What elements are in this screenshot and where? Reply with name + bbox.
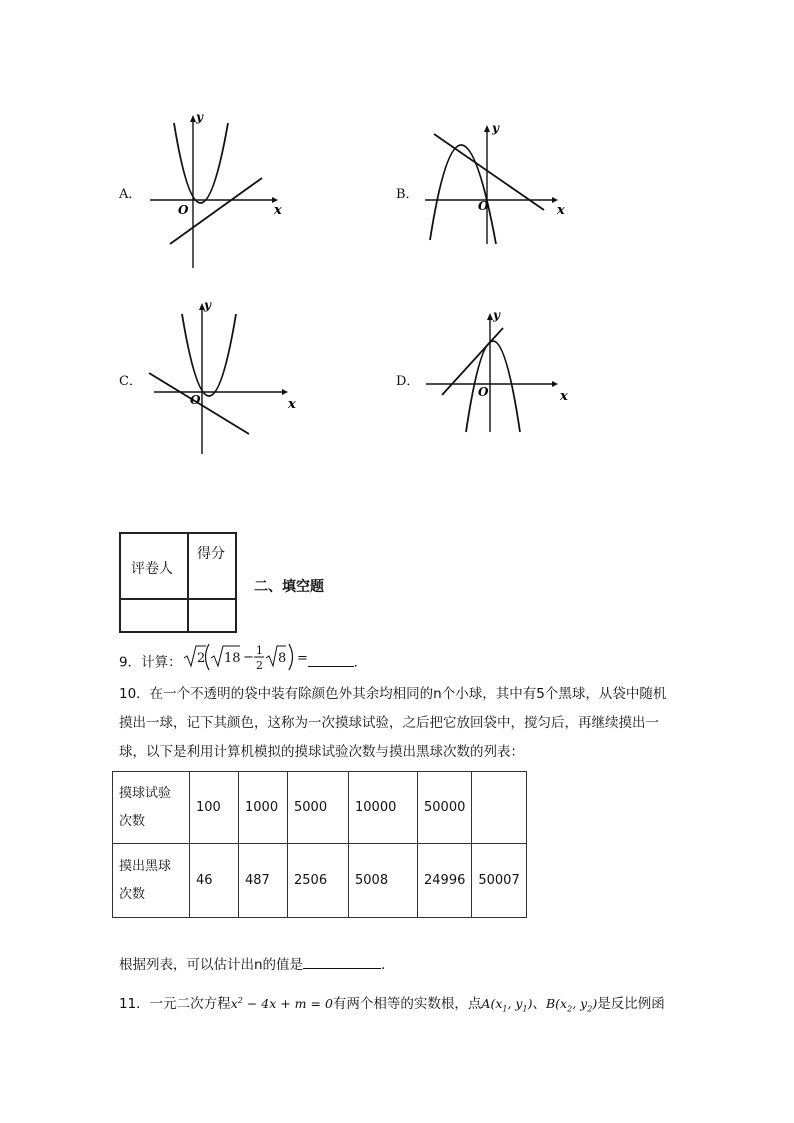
svg-text:=: = xyxy=(296,651,308,666)
parabola xyxy=(466,341,520,432)
divider xyxy=(187,534,189,631)
origin-label: O xyxy=(190,393,201,407)
divider xyxy=(121,598,235,600)
q10-after-suffix: ． xyxy=(381,957,395,973)
x-arrow xyxy=(552,381,558,387)
origin-label: O xyxy=(478,199,489,213)
reviewer-label: 评卷人 xyxy=(131,561,173,577)
y-label: y xyxy=(204,298,211,312)
trial-table xyxy=(112,771,527,918)
q10-answer-blank[interactable] xyxy=(303,954,381,969)
section-title: 二、填空题 xyxy=(254,579,324,595)
x-arrow xyxy=(282,389,288,395)
table-cell: 100 xyxy=(190,772,239,844)
point-a: $A(x_1$, $y_1$) xyxy=(481,996,533,1014)
svg-text:2: 2 xyxy=(196,651,205,666)
origin-label: O xyxy=(178,203,189,217)
parabola xyxy=(182,314,236,396)
table-cell: 46 xyxy=(190,844,239,918)
svg-text:2: 2 xyxy=(255,659,263,672)
q9-formula xyxy=(182,640,308,685)
parabola xyxy=(430,145,496,244)
table-cell: 50007 xyxy=(472,844,526,918)
row-header: 摸球试验次数 xyxy=(113,772,190,844)
x-label: x xyxy=(557,203,565,218)
y-label: y xyxy=(493,308,500,322)
q9-answer-blank[interactable] xyxy=(308,652,354,667)
table-cell: 2506 xyxy=(288,844,349,918)
q11-sep: 、 xyxy=(532,996,546,1013)
line xyxy=(434,134,544,210)
question-10-text: 10．在一个不透明的袋中装有除颜色外其余均相同的n个小球，其中有5个黑球，从袋中随机摸出一球，记下其颜色，这称为一次摸球试验，之后把它放回袋中，搅匀后，再继续摸出一球，以下是利用计算机模拟的摸球试验次数与摸出黑球次数的列表： xyxy=(119,686,667,760)
svg-text:18: 18 xyxy=(223,651,241,666)
graph-c xyxy=(140,298,310,458)
line xyxy=(442,328,503,395)
table-row xyxy=(113,844,527,918)
option-d-label: D． xyxy=(396,374,420,389)
row-header: 摸出黑球次数 xyxy=(113,844,190,918)
x-label: x xyxy=(274,203,282,218)
parabola xyxy=(174,123,228,203)
x-label: x xyxy=(288,397,296,412)
table-cell: 24996 xyxy=(418,844,472,918)
question-11 xyxy=(119,986,679,1024)
option-c-label: C． xyxy=(119,374,142,389)
table-cell xyxy=(472,772,526,844)
y-label: y xyxy=(492,121,499,135)
table-cell: 1000 xyxy=(239,772,288,844)
table-cell: 5008 xyxy=(349,844,418,918)
table-cell: 10000 xyxy=(349,772,418,844)
y-arrow xyxy=(484,125,490,132)
graph-a xyxy=(140,108,300,278)
table-cell: 5000 xyxy=(288,772,349,844)
svg-text:8: 8 xyxy=(277,651,286,666)
svg-text:1: 1 xyxy=(255,644,263,657)
q11-suffix: 是反比例函 xyxy=(597,996,665,1013)
x-label: x xyxy=(560,389,568,404)
graph-d xyxy=(420,308,600,438)
svg-text:−: − xyxy=(242,650,254,665)
q11-prefix: 11．一元二次方程 xyxy=(119,996,231,1013)
option-a-label: A． xyxy=(119,187,142,202)
q9-prefix: 9．计算： xyxy=(119,654,182,671)
question-9 xyxy=(119,640,679,685)
graph-b xyxy=(420,118,600,248)
q10-after: 根据列表，可以估计出n的值是 xyxy=(119,957,304,973)
table-cell: 487 xyxy=(239,844,288,918)
origin-label: O xyxy=(478,385,489,399)
q11-equation: $x^2 - 4x + m = 0$ xyxy=(230,996,333,1012)
question-10-followup xyxy=(119,951,679,980)
q9-suffix: ． xyxy=(353,654,368,671)
q11-mid: 有两个相等的实数根，点 xyxy=(332,996,482,1013)
table-row xyxy=(113,772,527,844)
score-label: 得分 xyxy=(197,546,225,562)
table-cell: 50000 xyxy=(418,772,472,844)
sqrt-expression xyxy=(182,640,308,674)
score-box xyxy=(119,532,237,633)
point-b: $B(x_2$, $y_2$) xyxy=(545,996,598,1014)
option-b-label: B． xyxy=(396,187,419,202)
y-label: y xyxy=(196,110,203,124)
